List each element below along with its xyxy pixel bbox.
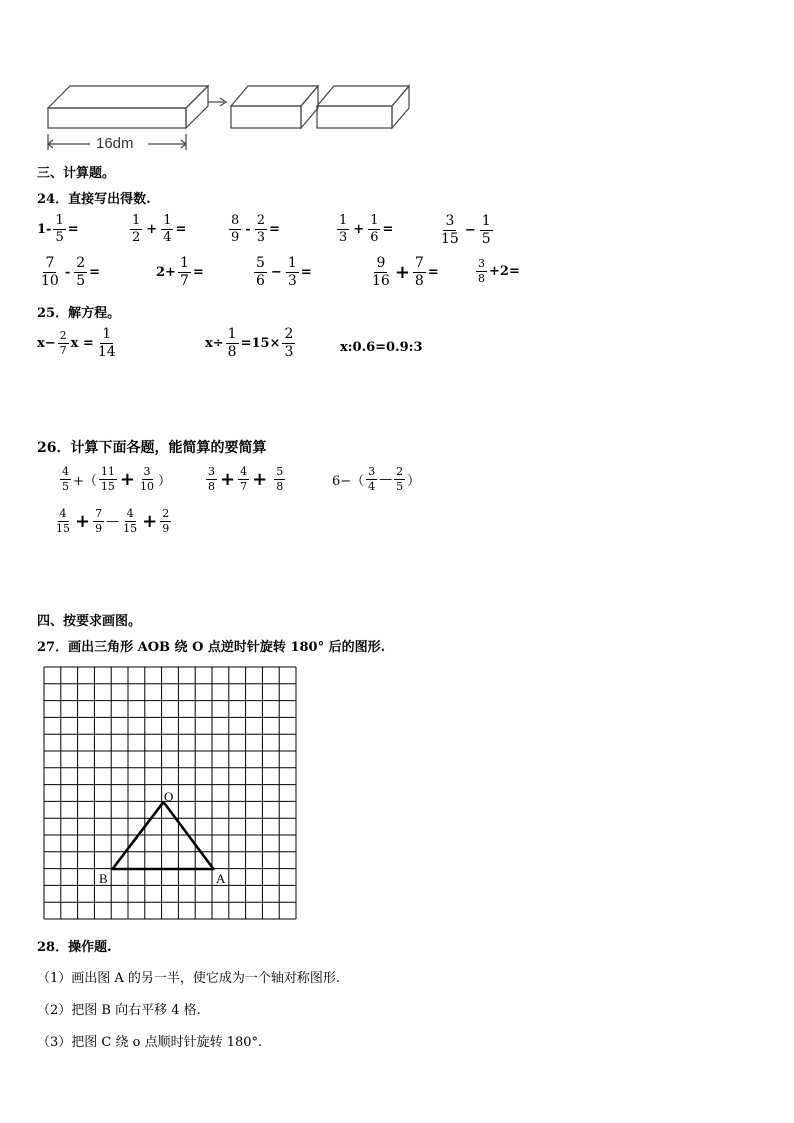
- q25-equation-3: x:0.6=0.9:3: [340, 340, 423, 355]
- q28-item-3: （3）把图 C 绕 o 点顺时针旋转 180°.: [37, 1035, 263, 1050]
- q24-expr-4: $\frac{1}{3}$ + $\frac{1}{6}$ =: [339, 213, 394, 245]
- q28-item-2: （2）把图 B 向右平移 4 格.: [37, 1003, 201, 1018]
- q24-expr-6: $\frac{7}{10}$ - $\frac{2}{5}$ =: [41, 255, 101, 289]
- q25-equation-2: x÷ $\frac{1}{8}$ =15× $\frac{2}{3}$: [205, 326, 294, 360]
- q26-expr-3: 6−（ $\frac{3}{4}$ — $\frac{2}{5}$ ）: [332, 465, 421, 493]
- q24-expr-8: $\frac{5}{6}$ − $\frac{1}{3}$ =: [256, 255, 312, 289]
- q24-expr-2: $\frac{1}{2}$ + $\frac{1}{4}$ =: [132, 213, 187, 245]
- section-4-title: 四、按要求画图。: [37, 614, 142, 629]
- q26-expr-1: $\frac{4}{5}$ +（ $\frac{11}{15}$ + $\frac{3}{10}$ ）: [62, 465, 172, 493]
- q24-expr-1: 1- $\frac{1}{5}$ =: [37, 213, 79, 245]
- q24-expr-5: $\frac{3}{15}$ − $\frac{1}{5}$: [441, 213, 491, 247]
- section-3-title: 三、计算题。: [37, 166, 116, 181]
- q24-expr-9: $\frac{9}{16}$ + $\frac{7}{8}$ =: [372, 255, 439, 289]
- q28-title: 28．操作题.: [37, 940, 112, 955]
- point-a-label: A: [216, 871, 226, 886]
- cuboid-figure: [40, 78, 420, 156]
- q27-grid-figure: [36, 660, 304, 924]
- q27-title: 27．画出三角形 AOB 绕 O 点逆时针旋转 180° 后的图形.: [37, 640, 386, 655]
- q24-title: 24．直接写出得数.: [37, 192, 151, 207]
- q26-expr-4: $\frac{4}{15}$ + $\frac{7}{9}$ — $\frac{4}{15}$ + $\frac{2}{9}$: [56, 507, 170, 535]
- point-o-label: O: [164, 789, 174, 804]
- q25-equation-1: x− $\frac{2}{7}$ x = $\frac{1}{14}$: [37, 326, 116, 360]
- q24-expr-10: $\frac{3}{8}$ +2=: [478, 257, 520, 285]
- q26-title: 26．计算下面各题，能简算的要简算: [37, 440, 267, 456]
- point-b-label: B: [99, 871, 108, 886]
- q25-title: 25．解方程。: [37, 306, 121, 321]
- q24-expr-7: 2+ $\frac{1}{7}$ =: [156, 255, 204, 289]
- q28-item-1: （1）画出图 A 的另一半，使它成为一个轴对称图形.: [37, 971, 341, 986]
- q26-expr-2: $\frac{3}{8}$ + $\frac{4}{7}$ + $\frac{5}{8}$: [208, 465, 284, 493]
- q24-expr-3: $\frac{8}{9}$ - $\frac{2}{3}$ =: [231, 213, 280, 245]
- length-label: 16dm: [96, 135, 134, 152]
